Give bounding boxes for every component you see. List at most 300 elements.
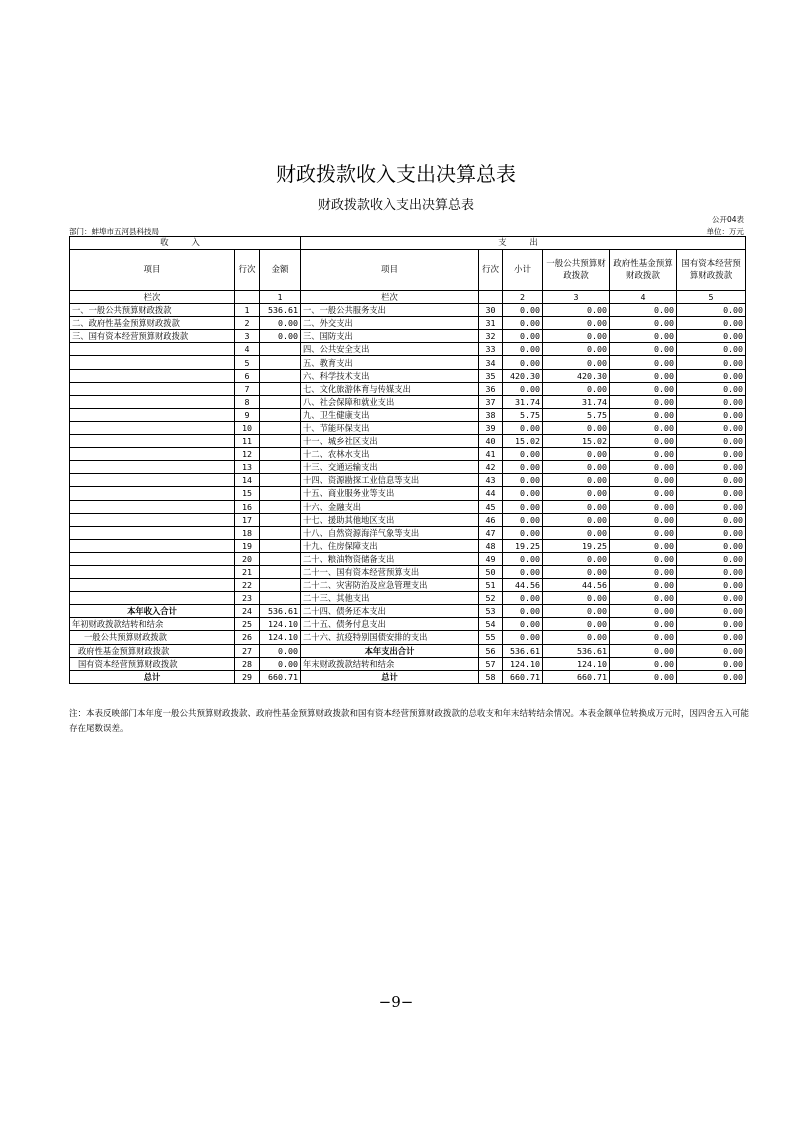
expense-item-cell: 二十二、灾害防治及应急管理支出 bbox=[301, 579, 479, 592]
fund-budget-cell: 0.00 bbox=[610, 579, 677, 592]
general-budget-cell: 15.02 bbox=[543, 435, 610, 448]
income-item-cell bbox=[70, 565, 235, 578]
table-row bbox=[70, 500, 746, 513]
fund-budget-cell: 0.00 bbox=[610, 356, 677, 369]
state-capital-cell: 0.00 bbox=[677, 330, 746, 343]
table-row bbox=[70, 343, 746, 356]
table-row bbox=[70, 605, 746, 618]
income-amount-cell bbox=[260, 565, 301, 578]
table-row bbox=[70, 448, 746, 461]
expense-item-cell: 二十三、其他支出 bbox=[301, 592, 479, 605]
expense-line-cell: 55 bbox=[479, 631, 503, 644]
expense-item-cell: 六、科学技术支出 bbox=[301, 369, 479, 382]
expense-item-cell: 十四、资源勘探工业信息等支出 bbox=[301, 474, 479, 487]
income-item-cell bbox=[70, 435, 235, 448]
table-row bbox=[70, 461, 746, 474]
expense-line-cell: 51 bbox=[479, 579, 503, 592]
general-budget-cell: 0.00 bbox=[543, 356, 610, 369]
expense-line-cell: 44 bbox=[479, 487, 503, 500]
section-header-row bbox=[70, 237, 746, 250]
fund-budget-cell: 0.00 bbox=[610, 592, 677, 605]
income-line-cell: 2 bbox=[235, 317, 260, 330]
subtotal-cell: 0.00 bbox=[503, 382, 543, 395]
fund-budget-cell: 0.00 bbox=[610, 631, 677, 644]
table-row bbox=[70, 670, 746, 683]
expense-item-cell: 二十、粮油物资储备支出 bbox=[301, 552, 479, 565]
state-capital-cell: 0.00 bbox=[677, 670, 746, 683]
income-amount-cell bbox=[260, 539, 301, 552]
state-capital-header: 国有资本经营预算财政拨款 bbox=[677, 250, 746, 291]
table-row bbox=[70, 474, 746, 487]
expense-item-cell: 一、一般公共服务支出 bbox=[301, 304, 479, 317]
expense-item-cell: 七、文化旅游体育与传媒支出 bbox=[301, 382, 479, 395]
expense-line-header: 行次 bbox=[479, 250, 503, 291]
expense-item-cell: 八、社会保障和就业支出 bbox=[301, 395, 479, 408]
subtotal-cell: 0.00 bbox=[503, 317, 543, 330]
expense-line-cell: 31 bbox=[479, 317, 503, 330]
general-budget-cell: 420.30 bbox=[543, 369, 610, 382]
expense-item-cell: 二、外交支出 bbox=[301, 317, 479, 330]
fund-budget-cell: 0.00 bbox=[610, 317, 677, 330]
table-row bbox=[70, 369, 746, 382]
income-amount-cell: 124.10 bbox=[260, 631, 301, 644]
general-budget-cell: 0.00 bbox=[543, 500, 610, 513]
subtotal-cell: 0.00 bbox=[503, 421, 543, 434]
expense-item-cell: 十八、自然资源海洋气象等支出 bbox=[301, 526, 479, 539]
fund-budget-cell: 0.00 bbox=[610, 435, 677, 448]
table-row bbox=[70, 330, 746, 343]
table-row bbox=[70, 565, 746, 578]
subtotal-cell: 0.00 bbox=[503, 487, 543, 500]
general-budget-cell: 0.00 bbox=[543, 513, 610, 526]
expense-line-cell: 43 bbox=[479, 474, 503, 487]
column-index-row bbox=[70, 291, 746, 304]
subtotal-cell: 0.00 bbox=[503, 618, 543, 631]
table-row bbox=[70, 592, 746, 605]
general-budget-header: 一般公共预算财政拨款 bbox=[543, 250, 610, 291]
table-row bbox=[70, 421, 746, 434]
income-line-cell: 15 bbox=[235, 487, 260, 500]
state-capital-cell: 0.00 bbox=[677, 618, 746, 631]
subtotal-cell: 660.71 bbox=[503, 670, 543, 683]
state-capital-cell: 0.00 bbox=[677, 487, 746, 500]
expense-item-cell: 二十六、抗疫特别国债安排的支出 bbox=[301, 631, 479, 644]
income-line-cell: 8 bbox=[235, 395, 260, 408]
subtotal-cell: 31.74 bbox=[503, 395, 543, 408]
expense-line-cell: 45 bbox=[479, 500, 503, 513]
fiscal-report-table bbox=[69, 236, 746, 684]
state-capital-cell: 0.00 bbox=[677, 304, 746, 317]
income-amount-cell bbox=[260, 356, 301, 369]
expense-item-cell: 十三、交通运输支出 bbox=[301, 461, 479, 474]
fund-budget-cell: 0.00 bbox=[610, 343, 677, 356]
income-item-cell: 政府性基金预算财政拨款 bbox=[70, 644, 235, 657]
income-item-cell: 一、一般公共预算财政拨款 bbox=[70, 304, 235, 317]
column-header-row bbox=[70, 250, 746, 291]
income-line-cell: 28 bbox=[235, 657, 260, 670]
state-capital-cell: 0.00 bbox=[677, 421, 746, 434]
expense-line-cell: 48 bbox=[479, 539, 503, 552]
income-item-cell bbox=[70, 526, 235, 539]
income-line-cell: 27 bbox=[235, 644, 260, 657]
general-budget-cell: 5.75 bbox=[543, 408, 610, 421]
subtotal-cell: 0.00 bbox=[503, 500, 543, 513]
general-budget-cell: 0.00 bbox=[543, 618, 610, 631]
table-row bbox=[70, 644, 746, 657]
state-capital-cell: 0.00 bbox=[677, 461, 746, 474]
income-item-cell bbox=[70, 513, 235, 526]
expense-line-cell: 50 bbox=[479, 565, 503, 578]
subtotal-cell: 0.00 bbox=[503, 330, 543, 343]
expense-item-cell: 十、节能环保支出 bbox=[301, 421, 479, 434]
table-row bbox=[70, 304, 746, 317]
income-line-cell: 19 bbox=[235, 539, 260, 552]
general-budget-cell: 0.00 bbox=[543, 474, 610, 487]
expense-item-cell: 十七、援助其他地区支出 bbox=[301, 513, 479, 526]
expense-item-cell: 十五、商业服务业等支出 bbox=[301, 487, 479, 500]
expense-line-cell: 56 bbox=[479, 644, 503, 657]
fund-budget-cell: 0.00 bbox=[610, 382, 677, 395]
state-capital-cell: 0.00 bbox=[677, 552, 746, 565]
col-index-1: 1 bbox=[260, 291, 301, 304]
income-line-cell: 11 bbox=[235, 435, 260, 448]
general-budget-cell: 0.00 bbox=[543, 565, 610, 578]
expense-item-cell: 十九、住房保障支出 bbox=[301, 539, 479, 552]
state-capital-cell: 0.00 bbox=[677, 657, 746, 670]
income-amount-cell bbox=[260, 448, 301, 461]
fund-budget-cell: 0.00 bbox=[610, 369, 677, 382]
fund-budget-cell: 0.00 bbox=[610, 513, 677, 526]
income-item-cell: 国有资本经营预算财政拨款 bbox=[70, 657, 235, 670]
expense-item-cell: 三、国防支出 bbox=[301, 330, 479, 343]
general-budget-cell: 0.00 bbox=[543, 317, 610, 330]
general-budget-cell: 0.00 bbox=[543, 552, 610, 565]
expense-line-cell: 38 bbox=[479, 408, 503, 421]
expense-line-cell: 46 bbox=[479, 513, 503, 526]
expense-line-cell: 42 bbox=[479, 461, 503, 474]
income-item-cell bbox=[70, 461, 235, 474]
expense-item-cell: 年末财政拨款结转和结余 bbox=[301, 657, 479, 670]
state-capital-cell: 0.00 bbox=[677, 382, 746, 395]
expense-item-cell: 十六、金融支出 bbox=[301, 500, 479, 513]
col-index-4: 4 bbox=[610, 291, 677, 304]
income-line-cell: 26 bbox=[235, 631, 260, 644]
subtotal-cell: 0.00 bbox=[503, 513, 543, 526]
table-row bbox=[70, 487, 746, 500]
table-row bbox=[70, 539, 746, 552]
income-line-cell: 14 bbox=[235, 474, 260, 487]
income-line-cell: 3 bbox=[235, 330, 260, 343]
page-title: 财政拨款收入支出决算总表 bbox=[276, 162, 516, 186]
table-row bbox=[70, 317, 746, 330]
subtotal-cell: 0.00 bbox=[503, 474, 543, 487]
subtotal-cell: 0.00 bbox=[503, 343, 543, 356]
income-line-cell: 23 bbox=[235, 592, 260, 605]
general-budget-cell: 0.00 bbox=[543, 330, 610, 343]
subtotal-cell: 0.00 bbox=[503, 356, 543, 369]
table-row bbox=[70, 435, 746, 448]
state-capital-cell: 0.00 bbox=[677, 644, 746, 657]
fund-budget-cell: 0.00 bbox=[610, 461, 677, 474]
expense-section-label: 支 出 bbox=[301, 237, 746, 250]
fund-budget-cell: 0.00 bbox=[610, 526, 677, 539]
income-line-cell: 17 bbox=[235, 513, 260, 526]
fund-budget-cell: 0.00 bbox=[610, 565, 677, 578]
income-line-cell: 5 bbox=[235, 356, 260, 369]
fund-budget-cell: 0.00 bbox=[610, 448, 677, 461]
general-budget-cell: 0.00 bbox=[543, 592, 610, 605]
table-row bbox=[70, 657, 746, 670]
income-amount-cell bbox=[260, 382, 301, 395]
general-budget-cell: 0.00 bbox=[543, 461, 610, 474]
subtotal-header: 小计 bbox=[503, 250, 543, 291]
income-amount-cell: 0.00 bbox=[260, 644, 301, 657]
income-amount-cell: 536.61 bbox=[260, 605, 301, 618]
state-capital-cell: 0.00 bbox=[677, 408, 746, 421]
expense-line-cell: 33 bbox=[479, 343, 503, 356]
income-amount-cell bbox=[260, 408, 301, 421]
fund-budget-cell: 0.00 bbox=[610, 421, 677, 434]
table-subtitle: 财政拨款收入支出决算总表 bbox=[317, 198, 474, 213]
income-line-cell: 16 bbox=[235, 500, 260, 513]
expense-line-cell: 47 bbox=[479, 526, 503, 539]
income-amount-header: 金额 bbox=[260, 250, 301, 291]
expense-line-cell: 53 bbox=[479, 605, 503, 618]
general-budget-cell: 0.00 bbox=[543, 421, 610, 434]
general-budget-cell: 660.71 bbox=[543, 670, 610, 683]
income-item-cell bbox=[70, 592, 235, 605]
income-line-cell: 20 bbox=[235, 552, 260, 565]
expense-line-cell: 37 bbox=[479, 395, 503, 408]
expense-item-header: 项目 bbox=[301, 250, 479, 291]
income-amount-cell: 660.71 bbox=[260, 670, 301, 683]
col-index-3: 3 bbox=[543, 291, 610, 304]
subtotal-cell: 15.02 bbox=[503, 435, 543, 448]
subtotal-cell: 0.00 bbox=[503, 526, 543, 539]
state-capital-cell: 0.00 bbox=[677, 579, 746, 592]
income-item-cell bbox=[70, 579, 235, 592]
table-row bbox=[70, 408, 746, 421]
expense-item-cell: 九、卫生健康支出 bbox=[301, 408, 479, 421]
subtotal-cell: 0.00 bbox=[503, 631, 543, 644]
state-capital-cell: 0.00 bbox=[677, 526, 746, 539]
subtotal-cell: 0.00 bbox=[503, 304, 543, 317]
income-item-cell bbox=[70, 487, 235, 500]
col-index-2: 2 bbox=[503, 291, 543, 304]
expense-line-cell: 35 bbox=[479, 369, 503, 382]
fund-budget-cell: 0.00 bbox=[610, 644, 677, 657]
general-budget-cell: 0.00 bbox=[543, 343, 610, 356]
income-item-cell: 三、国有资本经营预算财政拨款 bbox=[70, 330, 235, 343]
income-item-cell bbox=[70, 474, 235, 487]
income-amount-cell bbox=[260, 395, 301, 408]
income-amount-cell bbox=[260, 552, 301, 565]
income-amount-cell: 124.10 bbox=[260, 618, 301, 631]
expense-line-cell: 32 bbox=[479, 330, 503, 343]
expense-line-cell: 39 bbox=[479, 421, 503, 434]
subtotal-cell: 124.10 bbox=[503, 657, 543, 670]
income-line-cell: 9 bbox=[235, 408, 260, 421]
income-line-cell: 21 bbox=[235, 565, 260, 578]
state-capital-cell: 0.00 bbox=[677, 369, 746, 382]
income-amount-cell bbox=[260, 369, 301, 382]
fund-budget-cell: 0.00 bbox=[610, 395, 677, 408]
income-item-cell bbox=[70, 448, 235, 461]
general-budget-cell: 0.00 bbox=[543, 382, 610, 395]
state-capital-cell: 0.00 bbox=[677, 539, 746, 552]
fund-budget-cell: 0.00 bbox=[610, 618, 677, 631]
income-item-cell: 年初财政拨款结转和结余 bbox=[70, 618, 235, 631]
expense-item-cell: 总计 bbox=[301, 670, 479, 683]
table-row bbox=[70, 356, 746, 369]
table-row bbox=[70, 552, 746, 565]
expense-item-cell: 二十四、债务还本支出 bbox=[301, 605, 479, 618]
table-row bbox=[70, 526, 746, 539]
state-capital-cell: 0.00 bbox=[677, 513, 746, 526]
income-item-cell bbox=[70, 539, 235, 552]
table-row bbox=[70, 382, 746, 395]
expense-line-cell: 49 bbox=[479, 552, 503, 565]
state-capital-cell: 0.00 bbox=[677, 356, 746, 369]
fund-budget-cell: 0.00 bbox=[610, 304, 677, 317]
income-item-cell bbox=[70, 408, 235, 421]
income-line-cell: 24 bbox=[235, 605, 260, 618]
income-line-cell: 25 bbox=[235, 618, 260, 631]
state-capital-cell: 0.00 bbox=[677, 565, 746, 578]
state-capital-cell: 0.00 bbox=[677, 395, 746, 408]
table-row bbox=[70, 618, 746, 631]
expense-item-cell: 二十五、债务付息支出 bbox=[301, 618, 479, 631]
state-capital-cell: 0.00 bbox=[677, 631, 746, 644]
fund-budget-cell: 0.00 bbox=[610, 500, 677, 513]
income-line-cell: 12 bbox=[235, 448, 260, 461]
subtotal-cell: 44.56 bbox=[503, 579, 543, 592]
general-budget-cell: 124.10 bbox=[543, 657, 610, 670]
form-code: 公开04表 bbox=[711, 215, 744, 224]
income-amount-cell bbox=[260, 579, 301, 592]
income-item-cell bbox=[70, 552, 235, 565]
general-budget-cell: 44.56 bbox=[543, 579, 610, 592]
income-item-cell bbox=[70, 343, 235, 356]
income-item-cell bbox=[70, 395, 235, 408]
col-index-blank bbox=[235, 291, 260, 304]
general-budget-cell: 0.00 bbox=[543, 304, 610, 317]
expense-item-cell: 二十一、国有资本经营预算支出 bbox=[301, 565, 479, 578]
income-amount-cell bbox=[260, 487, 301, 500]
subtotal-cell: 0.00 bbox=[503, 605, 543, 618]
income-item-cell bbox=[70, 500, 235, 513]
income-item-cell bbox=[70, 382, 235, 395]
general-budget-cell: 0.00 bbox=[543, 448, 610, 461]
expense-line-cell: 36 bbox=[479, 382, 503, 395]
fund-budget-cell: 0.00 bbox=[610, 657, 677, 670]
income-amount-cell bbox=[260, 343, 301, 356]
table-row bbox=[70, 395, 746, 408]
fund-budget-cell: 0.00 bbox=[610, 539, 677, 552]
fund-budget-cell: 0.00 bbox=[610, 408, 677, 421]
general-budget-cell: 19.25 bbox=[543, 539, 610, 552]
income-amount-cell: 0.00 bbox=[260, 657, 301, 670]
income-amount-cell bbox=[260, 500, 301, 513]
state-capital-cell: 0.00 bbox=[677, 435, 746, 448]
subtotal-cell: 5.75 bbox=[503, 408, 543, 421]
expense-item-cell: 十一、城乡社区支出 bbox=[301, 435, 479, 448]
col-index-blank-2 bbox=[479, 291, 503, 304]
subtotal-cell: 536.61 bbox=[503, 644, 543, 657]
income-item-cell: 本年收入合计 bbox=[70, 605, 235, 618]
income-item-cell bbox=[70, 356, 235, 369]
expense-line-cell: 57 bbox=[479, 657, 503, 670]
fund-budget-header: 政府性基金预算财政拨款 bbox=[610, 250, 677, 291]
fund-budget-cell: 0.00 bbox=[610, 670, 677, 683]
unit-label: 单位：万元 bbox=[706, 227, 744, 236]
fund-budget-cell: 0.00 bbox=[610, 474, 677, 487]
income-amount-cell bbox=[260, 474, 301, 487]
expense-item-cell: 四、公共安全支出 bbox=[301, 343, 479, 356]
general-budget-cell: 0.00 bbox=[543, 605, 610, 618]
expense-item-cell: 本年支出合计 bbox=[301, 644, 479, 657]
expense-line-cell: 54 bbox=[479, 618, 503, 631]
income-section-label: 收 入 bbox=[70, 237, 301, 250]
income-line-header: 行次 bbox=[235, 250, 260, 291]
department-label: 部门：蚌埠市五河县科技局 bbox=[69, 227, 159, 236]
general-budget-cell: 536.61 bbox=[543, 644, 610, 657]
income-line-cell: 29 bbox=[235, 670, 260, 683]
general-budget-cell: 0.00 bbox=[543, 526, 610, 539]
income-item-cell: 二、政府性基金预算财政拨款 bbox=[70, 317, 235, 330]
state-capital-cell: 0.00 bbox=[677, 448, 746, 461]
income-line-cell: 1 bbox=[235, 304, 260, 317]
col-index-5: 5 bbox=[677, 291, 746, 304]
income-amount-cell bbox=[260, 513, 301, 526]
expense-line-cell: 40 bbox=[479, 435, 503, 448]
table-row bbox=[70, 579, 746, 592]
income-amount-cell bbox=[260, 461, 301, 474]
table-row bbox=[70, 631, 746, 644]
income-item-cell: 一般公共预算财政拨款 bbox=[70, 631, 235, 644]
general-budget-cell: 31.74 bbox=[543, 395, 610, 408]
subtotal-cell: 19.25 bbox=[503, 539, 543, 552]
income-line-cell: 13 bbox=[235, 461, 260, 474]
income-item-cell bbox=[70, 369, 235, 382]
income-amount-cell bbox=[260, 592, 301, 605]
income-amount-cell bbox=[260, 435, 301, 448]
income-amount-cell: 0.00 bbox=[260, 317, 301, 330]
footnote: 注：本表反映部门本年度一般公共预算财政拨款、政府性基金预算财政拨款和国有资本经营预算财政拨款的总收支和年末结转结余情况。本表金额单位转换成万元时，因四舍五入可能存在尾数误差。 bbox=[69, 709, 750, 734]
income-line-cell: 22 bbox=[235, 579, 260, 592]
income-item-cell bbox=[70, 421, 235, 434]
income-amount-cell bbox=[260, 421, 301, 434]
subtotal-cell: 0.00 bbox=[503, 552, 543, 565]
income-item-cell: 总计 bbox=[70, 670, 235, 683]
col-index-label: 栏次 bbox=[70, 291, 235, 304]
fund-budget-cell: 0.00 bbox=[610, 487, 677, 500]
general-budget-cell: 0.00 bbox=[543, 487, 610, 500]
state-capital-cell: 0.00 bbox=[677, 605, 746, 618]
table-row bbox=[70, 513, 746, 526]
expense-line-cell: 58 bbox=[479, 670, 503, 683]
expense-item-cell: 五、教育支出 bbox=[301, 356, 479, 369]
subtotal-cell: 0.00 bbox=[503, 461, 543, 474]
col-index-label-2: 栏次 bbox=[301, 291, 479, 304]
expense-item-cell: 十二、农林水支出 bbox=[301, 448, 479, 461]
subtotal-cell: 0.00 bbox=[503, 565, 543, 578]
income-amount-cell: 0.00 bbox=[260, 330, 301, 343]
fund-budget-cell: 0.00 bbox=[610, 552, 677, 565]
state-capital-cell: 0.00 bbox=[677, 500, 746, 513]
income-amount-cell: 536.61 bbox=[260, 304, 301, 317]
fund-budget-cell: 0.00 bbox=[610, 330, 677, 343]
